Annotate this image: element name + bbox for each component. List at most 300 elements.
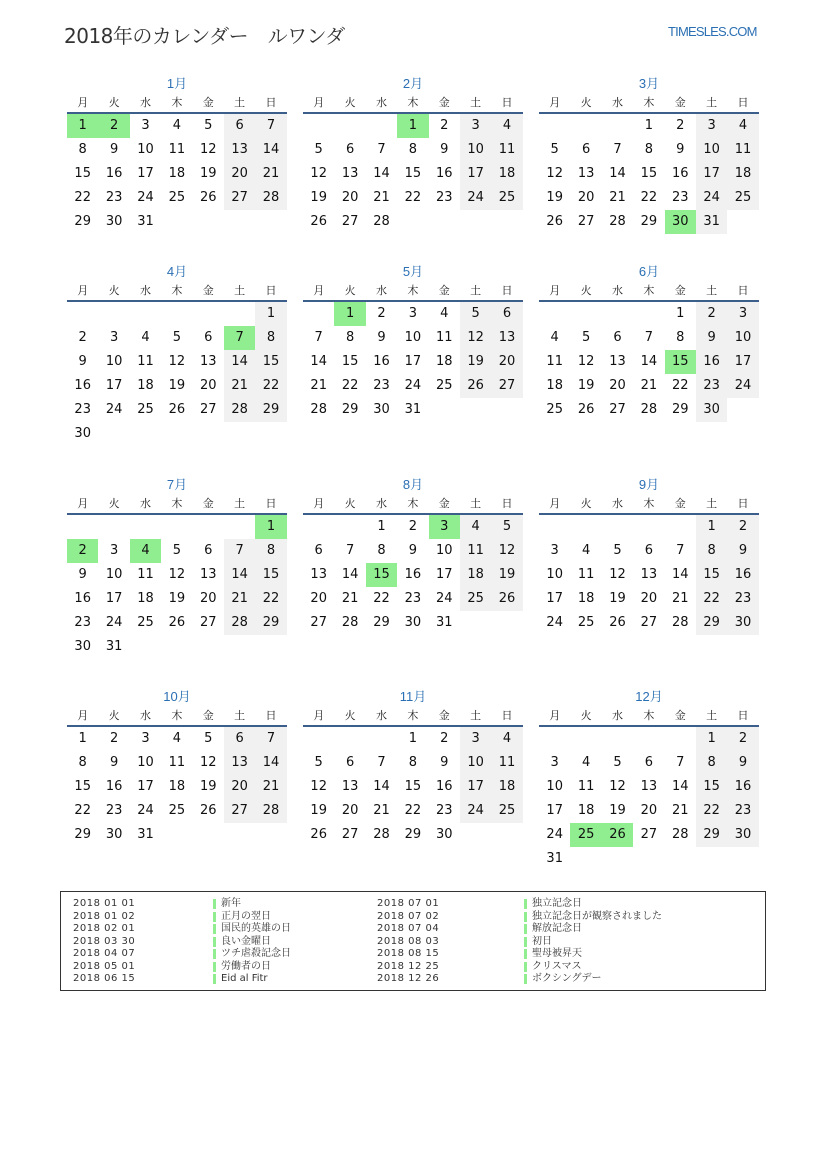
day-cell[interactable]: 3 <box>109 330 119 345</box>
day-cell[interactable]: 9 <box>676 142 685 157</box>
day-cell[interactable]: 28 <box>373 827 390 842</box>
day-cell[interactable]: 7 <box>255 114 286 138</box>
day-cell[interactable]: 21 <box>373 803 390 818</box>
day-cell[interactable]: 15 <box>255 350 286 374</box>
day-cell[interactable]: 2 <box>440 731 449 746</box>
day-cell[interactable]: 15 <box>696 563 727 587</box>
day-cell[interactable]: 17 <box>546 803 563 818</box>
day-cell[interactable]: 13 <box>341 779 359 794</box>
day-cell[interactable]: 12 <box>460 326 491 350</box>
day-cell[interactable]: 9 <box>109 142 119 157</box>
day-cell[interactable]: 31 <box>696 210 727 234</box>
day-cell[interactable]: 7 <box>255 727 286 751</box>
day-cell[interactable]: 20 <box>640 591 658 606</box>
day-cell[interactable]: 13 <box>609 354 626 369</box>
day-cell[interactable]: 14 <box>310 354 327 369</box>
day-cell[interactable]: 14 <box>609 166 626 181</box>
day-cell[interactable]: 21 <box>671 803 689 818</box>
day-cell[interactable]: 11 <box>168 755 186 770</box>
day-cell[interactable]: 21 <box>373 190 390 205</box>
day-cell[interactable]: 20 <box>199 591 217 606</box>
day-cell[interactable]: 3 <box>141 731 150 746</box>
day-cell[interactable]: 30 <box>404 615 422 630</box>
day-cell[interactable]: 22 <box>255 374 286 398</box>
day-cell[interactable]: 30 <box>74 639 91 654</box>
day-cell[interactable]: 11 <box>168 142 186 157</box>
day-cell[interactable]: 17 <box>404 354 422 369</box>
day-cell[interactable]: 4 <box>141 330 150 345</box>
day-cell[interactable]: 26 <box>310 214 327 229</box>
day-cell[interactable]: 17 <box>105 591 123 606</box>
day-cell[interactable]: 13 <box>310 567 327 582</box>
day-cell[interactable]: 28 <box>373 214 390 229</box>
day-cell[interactable]: 13 <box>640 567 658 582</box>
day-cell[interactable]: 20 <box>609 378 626 393</box>
day-cell[interactable]: 10 <box>460 751 491 775</box>
day-cell[interactable]: 24 <box>460 799 491 823</box>
day-cell[interactable]: 22 <box>696 799 727 823</box>
day-cell[interactable]: 29 <box>255 611 286 635</box>
day-cell[interactable]: 12 <box>199 142 217 157</box>
day-cell[interactable]: 19 <box>199 779 217 794</box>
day-cell[interactable]: 9 <box>377 330 386 345</box>
day-cell[interactable]: 21 <box>609 190 626 205</box>
day-cell[interactable]: 18 <box>460 563 491 587</box>
day-cell[interactable]: 16 <box>105 166 123 181</box>
day-cell[interactable]: 26 <box>199 190 217 205</box>
day-cell[interactable]: 8 <box>644 142 653 157</box>
day-cell[interactable]: 2 <box>109 731 119 746</box>
holiday-day-cell[interactable]: 15 <box>366 563 397 587</box>
day-cell[interactable]: 30 <box>727 611 758 635</box>
day-cell[interactable]: 23 <box>671 190 689 205</box>
day-cell[interactable]: 14 <box>224 563 255 587</box>
day-cell[interactable]: 27 <box>640 615 658 630</box>
day-cell[interactable]: 5 <box>172 543 181 558</box>
day-cell[interactable]: 16 <box>74 378 91 393</box>
day-cell[interactable]: 25 <box>435 378 453 393</box>
day-cell[interactable]: 16 <box>671 166 689 181</box>
day-cell[interactable]: 6 <box>224 114 255 138</box>
day-cell[interactable]: 8 <box>696 539 727 563</box>
day-cell[interactable]: 15 <box>74 779 91 794</box>
day-cell[interactable]: 1 <box>676 306 685 321</box>
day-cell[interactable]: 5 <box>204 731 213 746</box>
day-cell[interactable]: 9 <box>727 539 758 563</box>
day-cell[interactable]: 11 <box>727 138 758 162</box>
day-cell[interactable]: 14 <box>255 138 286 162</box>
day-cell[interactable]: 11 <box>435 330 453 345</box>
day-cell[interactable]: 28 <box>255 186 286 210</box>
day-cell[interactable]: 2 <box>727 727 758 751</box>
day-cell[interactable]: 6 <box>491 302 522 326</box>
day-cell[interactable]: 24 <box>727 374 758 398</box>
day-cell[interactable]: 12 <box>491 539 522 563</box>
day-cell[interactable]: 18 <box>168 779 186 794</box>
day-cell[interactable]: 8 <box>78 755 87 770</box>
day-cell[interactable]: 11 <box>577 567 595 582</box>
day-cell[interactable]: 5 <box>613 755 622 770</box>
day-cell[interactable]: 28 <box>640 402 658 417</box>
day-cell[interactable]: 6 <box>204 330 213 345</box>
day-cell[interactable]: 31 <box>137 827 154 842</box>
day-cell[interactable]: 5 <box>172 330 181 345</box>
day-cell[interactable]: 5 <box>550 142 559 157</box>
day-cell[interactable]: 3 <box>696 114 727 138</box>
day-cell[interactable]: 27 <box>199 402 217 417</box>
day-cell[interactable]: 6 <box>314 543 323 558</box>
day-cell[interactable]: 27 <box>224 799 255 823</box>
day-cell[interactable]: 31 <box>105 639 123 654</box>
day-cell[interactable]: 28 <box>341 615 359 630</box>
day-cell[interactable]: 12 <box>168 354 186 369</box>
day-cell[interactable]: 13 <box>341 166 359 181</box>
day-cell[interactable]: 16 <box>373 354 390 369</box>
day-cell[interactable]: 23 <box>696 374 727 398</box>
day-cell[interactable]: 24 <box>546 615 563 630</box>
day-cell[interactable]: 25 <box>168 803 186 818</box>
day-cell[interactable]: 25 <box>137 615 154 630</box>
day-cell[interactable]: 12 <box>577 354 595 369</box>
day-cell[interactable]: 9 <box>696 326 727 350</box>
day-cell[interactable]: 15 <box>255 563 286 587</box>
day-cell[interactable]: 6 <box>644 755 653 770</box>
day-cell[interactable]: 7 <box>676 755 685 770</box>
day-cell[interactable]: 27 <box>341 827 359 842</box>
day-cell[interactable]: 23 <box>435 803 453 818</box>
day-cell[interactable]: 23 <box>727 587 758 611</box>
day-cell[interactable]: 28 <box>255 799 286 823</box>
day-cell[interactable]: 9 <box>440 755 449 770</box>
day-cell[interactable]: 30 <box>105 214 123 229</box>
day-cell[interactable]: 28 <box>671 615 689 630</box>
day-cell[interactable]: 10 <box>105 354 123 369</box>
day-cell[interactable]: 26 <box>460 374 491 398</box>
day-cell[interactable]: 6 <box>204 543 213 558</box>
day-cell[interactable]: 12 <box>199 755 217 770</box>
day-cell[interactable]: 4 <box>581 543 591 558</box>
day-cell[interactable]: 19 <box>199 166 217 181</box>
day-cell[interactable]: 25 <box>168 190 186 205</box>
day-cell[interactable]: 4 <box>172 731 181 746</box>
day-cell[interactable]: 15 <box>404 779 422 794</box>
day-cell[interactable]: 20 <box>577 190 595 205</box>
day-cell[interactable]: 17 <box>105 378 123 393</box>
day-cell[interactable]: 17 <box>137 166 154 181</box>
day-cell[interactable]: 8 <box>377 543 386 558</box>
day-cell[interactable]: 5 <box>460 302 491 326</box>
day-cell[interactable]: 18 <box>137 378 154 393</box>
day-cell[interactable]: 13 <box>224 751 255 775</box>
day-cell[interactable]: 22 <box>74 190 91 205</box>
day-cell[interactable]: 7 <box>224 539 255 563</box>
day-cell[interactable]: 18 <box>577 803 595 818</box>
holiday-day-cell[interactable]: 1 <box>67 114 98 138</box>
day-cell[interactable]: 21 <box>224 587 255 611</box>
day-cell[interactable]: 19 <box>577 378 595 393</box>
day-cell[interactable]: 28 <box>310 402 327 417</box>
day-cell[interactable]: 11 <box>491 751 522 775</box>
day-cell[interactable]: 18 <box>137 591 154 606</box>
day-cell[interactable]: 27 <box>609 402 626 417</box>
day-cell[interactable]: 31 <box>137 214 154 229</box>
day-cell[interactable]: 23 <box>727 799 758 823</box>
day-cell[interactable]: 26 <box>168 402 186 417</box>
day-cell[interactable]: 11 <box>137 567 154 582</box>
day-cell[interactable]: 14 <box>341 567 359 582</box>
day-cell[interactable]: 7 <box>377 755 386 770</box>
day-cell[interactable]: 29 <box>341 402 359 417</box>
day-cell[interactable]: 13 <box>199 567 217 582</box>
day-cell[interactable]: 29 <box>640 214 658 229</box>
day-cell[interactable]: 17 <box>460 162 491 186</box>
day-cell[interactable]: 3 <box>550 543 559 558</box>
day-cell[interactable]: 27 <box>199 615 217 630</box>
day-cell[interactable]: 19 <box>460 350 491 374</box>
day-cell[interactable]: 25 <box>577 615 595 630</box>
day-cell[interactable]: 24 <box>404 378 422 393</box>
day-cell[interactable]: 22 <box>404 803 422 818</box>
day-cell[interactable]: 22 <box>404 190 422 205</box>
day-cell[interactable]: 6 <box>345 755 355 770</box>
day-cell[interactable]: 17 <box>546 591 563 606</box>
day-cell[interactable]: 14 <box>373 779 390 794</box>
day-cell[interactable]: 28 <box>224 398 255 422</box>
holiday-day-cell[interactable]: 1 <box>334 302 365 326</box>
day-cell[interactable]: 9 <box>78 354 87 369</box>
day-cell[interactable]: 3 <box>727 302 758 326</box>
day-cell[interactable]: 24 <box>105 615 123 630</box>
day-cell[interactable]: 25 <box>727 186 758 210</box>
day-cell[interactable]: 21 <box>310 378 327 393</box>
day-cell[interactable]: 7 <box>314 330 323 345</box>
day-cell[interactable]: 26 <box>491 587 522 611</box>
day-cell[interactable]: 8 <box>676 330 685 345</box>
day-cell[interactable]: 2 <box>440 118 449 133</box>
holiday-day-cell[interactable]: 15 <box>665 350 696 374</box>
day-cell[interactable]: 14 <box>640 354 658 369</box>
day-cell[interactable]: 11 <box>460 539 491 563</box>
day-cell[interactable]: 10 <box>435 543 453 558</box>
day-cell[interactable]: 28 <box>224 611 255 635</box>
day-cell[interactable]: 4 <box>491 727 522 751</box>
day-cell[interactable]: 19 <box>310 190 327 205</box>
day-cell[interactable]: 8 <box>255 539 286 563</box>
day-cell[interactable]: 12 <box>546 166 563 181</box>
day-cell[interactable]: 6 <box>581 142 591 157</box>
day-cell[interactable]: 10 <box>696 138 727 162</box>
day-cell[interactable]: 12 <box>168 567 186 582</box>
day-cell[interactable]: 29 <box>74 827 91 842</box>
day-cell[interactable]: 21 <box>255 775 286 799</box>
day-cell[interactable]: 13 <box>199 354 217 369</box>
day-cell[interactable]: 11 <box>546 354 563 369</box>
day-cell[interactable]: 10 <box>105 567 123 582</box>
day-cell[interactable]: 14 <box>671 779 689 794</box>
day-cell[interactable]: 22 <box>373 591 390 606</box>
day-cell[interactable]: 4 <box>460 515 491 539</box>
day-cell[interactable]: 9 <box>109 755 119 770</box>
day-cell[interactable]: 22 <box>255 587 286 611</box>
day-cell[interactable]: 25 <box>491 186 522 210</box>
day-cell[interactable]: 2 <box>676 118 685 133</box>
day-cell[interactable]: 19 <box>609 591 626 606</box>
day-cell[interactable]: 6 <box>345 142 355 157</box>
day-cell[interactable]: 14 <box>671 567 689 582</box>
day-cell[interactable]: 5 <box>314 142 323 157</box>
day-cell[interactable]: 15 <box>74 166 91 181</box>
day-cell[interactable]: 18 <box>577 591 595 606</box>
day-cell[interactable]: 24 <box>435 591 453 606</box>
day-cell[interactable]: 18 <box>546 378 563 393</box>
day-cell[interactable]: 19 <box>168 378 186 393</box>
day-cell[interactable]: 28 <box>671 827 689 842</box>
day-cell[interactable]: 15 <box>640 166 658 181</box>
holiday-day-cell[interactable]: 3 <box>429 515 460 539</box>
holiday-day-cell[interactable]: 1 <box>397 114 428 138</box>
day-cell[interactable]: 1 <box>696 515 727 539</box>
day-cell[interactable]: 16 <box>105 779 123 794</box>
day-cell[interactable]: 20 <box>640 803 658 818</box>
day-cell[interactable]: 3 <box>460 114 491 138</box>
day-cell[interactable]: 16 <box>74 591 91 606</box>
day-cell[interactable]: 17 <box>727 350 758 374</box>
day-cell[interactable]: 20 <box>310 591 327 606</box>
day-cell[interactable]: 4 <box>581 755 591 770</box>
day-cell[interactable]: 28 <box>609 214 626 229</box>
day-cell[interactable]: 20 <box>341 190 359 205</box>
day-cell[interactable]: 14 <box>373 166 390 181</box>
day-cell[interactable]: 10 <box>727 326 758 350</box>
day-cell[interactable]: 1 <box>377 519 386 534</box>
day-cell[interactable]: 5 <box>581 330 591 345</box>
day-cell[interactable]: 5 <box>204 118 213 133</box>
day-cell[interactable]: 22 <box>671 378 689 393</box>
day-cell[interactable]: 29 <box>671 402 689 417</box>
day-cell[interactable]: 27 <box>310 615 327 630</box>
day-cell[interactable]: 29 <box>404 827 422 842</box>
day-cell[interactable]: 26 <box>168 615 186 630</box>
day-cell[interactable]: 30 <box>74 426 91 441</box>
day-cell[interactable]: 23 <box>404 591 422 606</box>
day-cell[interactable]: 9 <box>727 751 758 775</box>
day-cell[interactable]: 9 <box>440 142 449 157</box>
day-cell[interactable]: 9 <box>78 567 87 582</box>
day-cell[interactable]: 22 <box>341 378 359 393</box>
day-cell[interactable]: 11 <box>577 779 595 794</box>
day-cell[interactable]: 17 <box>460 775 491 799</box>
day-cell[interactable]: 22 <box>74 803 91 818</box>
day-cell[interactable]: 16 <box>727 775 758 799</box>
day-cell[interactable]: 8 <box>696 751 727 775</box>
day-cell[interactable]: 4 <box>727 114 758 138</box>
day-cell[interactable]: 16 <box>727 563 758 587</box>
day-cell[interactable]: 6 <box>644 543 653 558</box>
day-cell[interactable]: 12 <box>310 779 327 794</box>
day-cell[interactable]: 6 <box>224 727 255 751</box>
day-cell[interactable]: 23 <box>435 190 453 205</box>
day-cell[interactable]: 19 <box>609 803 626 818</box>
day-cell[interactable]: 22 <box>640 190 658 205</box>
day-cell[interactable]: 3 <box>408 306 417 321</box>
day-cell[interactable]: 8 <box>408 142 417 157</box>
day-cell[interactable]: 21 <box>255 162 286 186</box>
day-cell[interactable]: 21 <box>671 591 689 606</box>
holiday-day-cell[interactable]: 25 <box>570 823 601 847</box>
day-cell[interactable]: 3 <box>550 755 559 770</box>
day-cell[interactable]: 1 <box>255 302 286 326</box>
day-cell[interactable]: 29 <box>74 214 91 229</box>
day-cell[interactable]: 26 <box>546 214 563 229</box>
day-cell[interactable]: 19 <box>491 563 522 587</box>
day-cell[interactable]: 14 <box>224 350 255 374</box>
day-cell[interactable]: 11 <box>137 354 154 369</box>
day-cell[interactable]: 21 <box>640 378 658 393</box>
day-cell[interactable]: 8 <box>345 330 355 345</box>
day-cell[interactable]: 29 <box>696 611 727 635</box>
day-cell[interactable]: 2 <box>727 515 758 539</box>
holiday-day-cell[interactable]: 2 <box>67 539 98 563</box>
day-cell[interactable]: 30 <box>105 827 123 842</box>
day-cell[interactable]: 27 <box>640 827 658 842</box>
day-cell[interactable]: 20 <box>224 775 255 799</box>
day-cell[interactable]: 27 <box>224 186 255 210</box>
day-cell[interactable]: 12 <box>310 166 327 181</box>
day-cell[interactable]: 27 <box>491 374 522 398</box>
day-cell[interactable]: 18 <box>491 162 522 186</box>
day-cell[interactable]: 15 <box>696 775 727 799</box>
day-cell[interactable]: 23 <box>74 402 91 417</box>
day-cell[interactable]: 16 <box>404 567 422 582</box>
day-cell[interactable]: 1 <box>644 118 653 133</box>
day-cell[interactable]: 2 <box>78 330 87 345</box>
day-cell[interactable]: 30 <box>696 398 727 422</box>
brand-logo[interactable]: TIMESLES.COM <box>668 24 757 39</box>
day-cell[interactable]: 7 <box>676 543 685 558</box>
day-cell[interactable]: 23 <box>373 378 390 393</box>
day-cell[interactable]: 4 <box>440 306 449 321</box>
day-cell[interactable]: 8 <box>408 755 417 770</box>
day-cell[interactable]: 29 <box>696 823 727 847</box>
day-cell[interactable]: 20 <box>199 378 217 393</box>
holiday-day-cell[interactable]: 1 <box>255 515 286 539</box>
day-cell[interactable]: 19 <box>310 803 327 818</box>
day-cell[interactable]: 26 <box>609 615 626 630</box>
day-cell[interactable]: 26 <box>310 827 327 842</box>
day-cell[interactable]: 10 <box>137 755 154 770</box>
day-cell[interactable]: 23 <box>105 190 123 205</box>
day-cell[interactable]: 10 <box>546 567 563 582</box>
day-cell[interactable]: 31 <box>404 402 422 417</box>
day-cell[interactable]: 18 <box>435 354 453 369</box>
day-cell[interactable]: 2 <box>377 306 386 321</box>
day-cell[interactable]: 15 <box>404 166 422 181</box>
day-cell[interactable]: 25 <box>491 799 522 823</box>
day-cell[interactable]: 1 <box>78 731 87 746</box>
day-cell[interactable]: 8 <box>78 142 87 157</box>
day-cell[interactable]: 25 <box>546 402 563 417</box>
day-cell[interactable]: 7 <box>377 142 386 157</box>
day-cell[interactable]: 20 <box>491 350 522 374</box>
day-cell[interactable]: 7 <box>644 330 653 345</box>
day-cell[interactable]: 14 <box>255 751 286 775</box>
day-cell[interactable]: 13 <box>224 138 255 162</box>
day-cell[interactable]: 18 <box>168 166 186 181</box>
day-cell[interactable]: 20 <box>341 803 359 818</box>
day-cell[interactable]: 1 <box>696 727 727 751</box>
day-cell[interactable]: 1 <box>408 731 417 746</box>
holiday-day-cell[interactable]: 26 <box>602 823 633 847</box>
